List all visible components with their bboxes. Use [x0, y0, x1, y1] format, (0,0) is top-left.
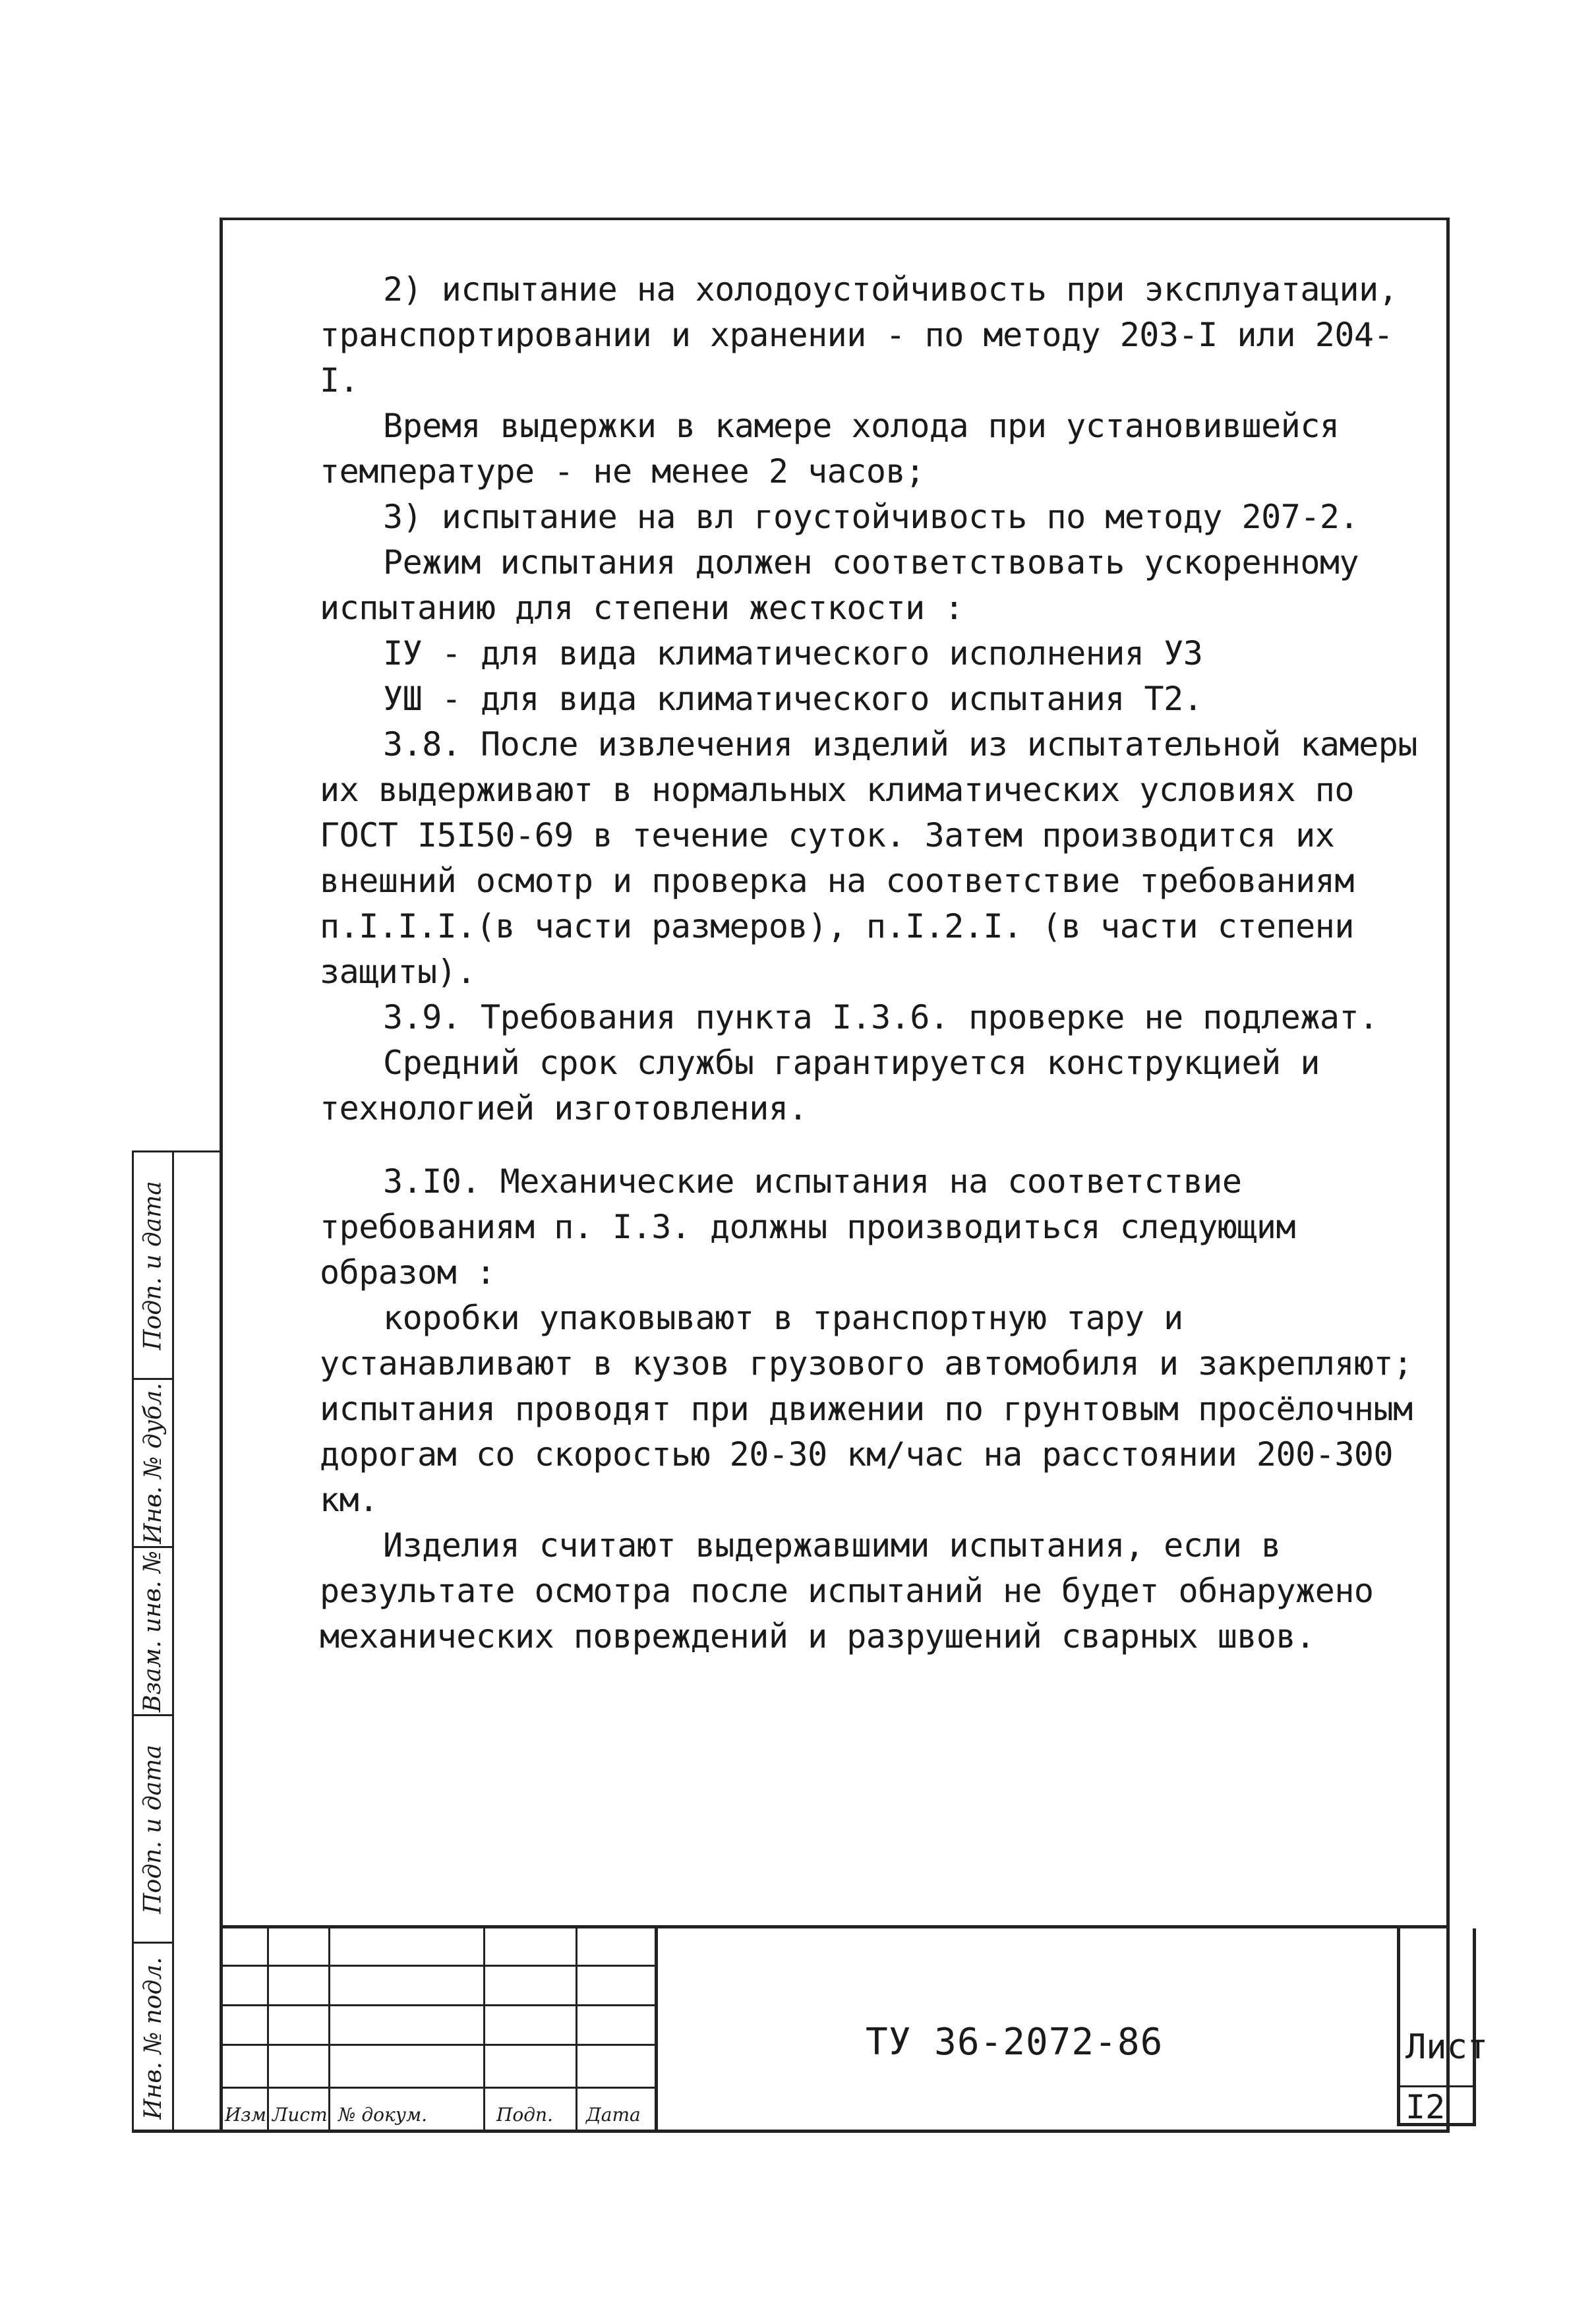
stamp-cell-sign-date [134, 1152, 172, 1380]
paragraph: Время выдержки в камере холода при установившейся температуре - не менее 2 часов; [320, 407, 1340, 491]
paragraph: 3) испытание на вл гоустойчивость по методу 207-2. [383, 498, 1359, 536]
paragraph: 3.9. Требования пункта I.3.6. проверке не подлежат. [383, 998, 1378, 1036]
stamp-label: Подп. и дата [139, 1180, 167, 1350]
stamp-cell-sign-date-2 [134, 1716, 172, 1944]
paragraph: 3.8. После извлечения изделий из испытательной камеры их выдерживают в нормальных климатических условиях по ГОСТ I5I50-69 в течение суток. Затем производится их внешний осмотр и проверка на соответствие требованиям п.I.I.I.(в части размеров), п.I.2.I. (в части степени защиты). [320, 725, 1417, 991]
paragraph: УШ - для вида климатического испытания Т2. [383, 680, 1203, 718]
document-body [320, 267, 1427, 1659]
sheet-box [1397, 1928, 1489, 2126]
rev-col-label: Лист [272, 2104, 328, 2126]
stamp-cell-orig-inv [134, 1944, 172, 2133]
rev-col-label: Подп. [496, 2104, 553, 2126]
stamp-cell-dup-inv [134, 1380, 172, 1548]
sheet-label: Лист [1405, 2027, 1489, 2067]
document-number: ТУ 36-2072-86 [866, 2021, 1164, 2064]
title-block [220, 1925, 1489, 2130]
revision-grid [220, 1928, 655, 2130]
paragraph: Изделия считают выдержавшими испытания, если в результате осмотра после испытаний не будет обнаружено механических повреждений и разрушений сварных швов. [320, 1526, 1374, 1656]
paragraph: коробки упаковывают в транспортную тару и устанавливают в кузов грузового автомобиля и закрепляют; испытания проводят при движении по грунтовым просёлочным дорогам со скоростью 20-30 км/час на расстоянии 200-300 км. [320, 1299, 1413, 1519]
stamp-column [132, 1150, 220, 2133]
rev-col-label: Изм [225, 2104, 266, 2126]
stamp-label: Инв. № дубл. [139, 1382, 167, 1544]
rev-col-label: Дата [586, 2104, 641, 2126]
stamp-label: Взам. инв. № [139, 1550, 167, 1712]
rev-col-label: № докум. [338, 2104, 428, 2126]
paragraph: 3.I0. Механические испытания на соответствие требованиям п. I.3. должны производиться следующим образом : [320, 1162, 1296, 1292]
stamp-label: Инв. № подл. [139, 1957, 167, 2120]
stamp-cell-replace-inv [134, 1548, 172, 1716]
stamp-label: Подп. и дата [139, 1744, 167, 1914]
paragraph: Режим испытания должен соответствовать ускоренному испытанию для степени жесткости : [320, 543, 1359, 627]
sheet-number: I2 [1405, 2088, 1446, 2126]
paragraph: Средний срок службы гарантируется конструкцией и технологией изготовления. [320, 1044, 1320, 1127]
paragraph: 2) испытание на холодоустойчивость при эксплуатации, транспортировании и хранении - по методу 203-I или 204-I. [320, 270, 1398, 400]
paragraph: IУ - для вида климатического исполнения УЗ [383, 634, 1203, 672]
